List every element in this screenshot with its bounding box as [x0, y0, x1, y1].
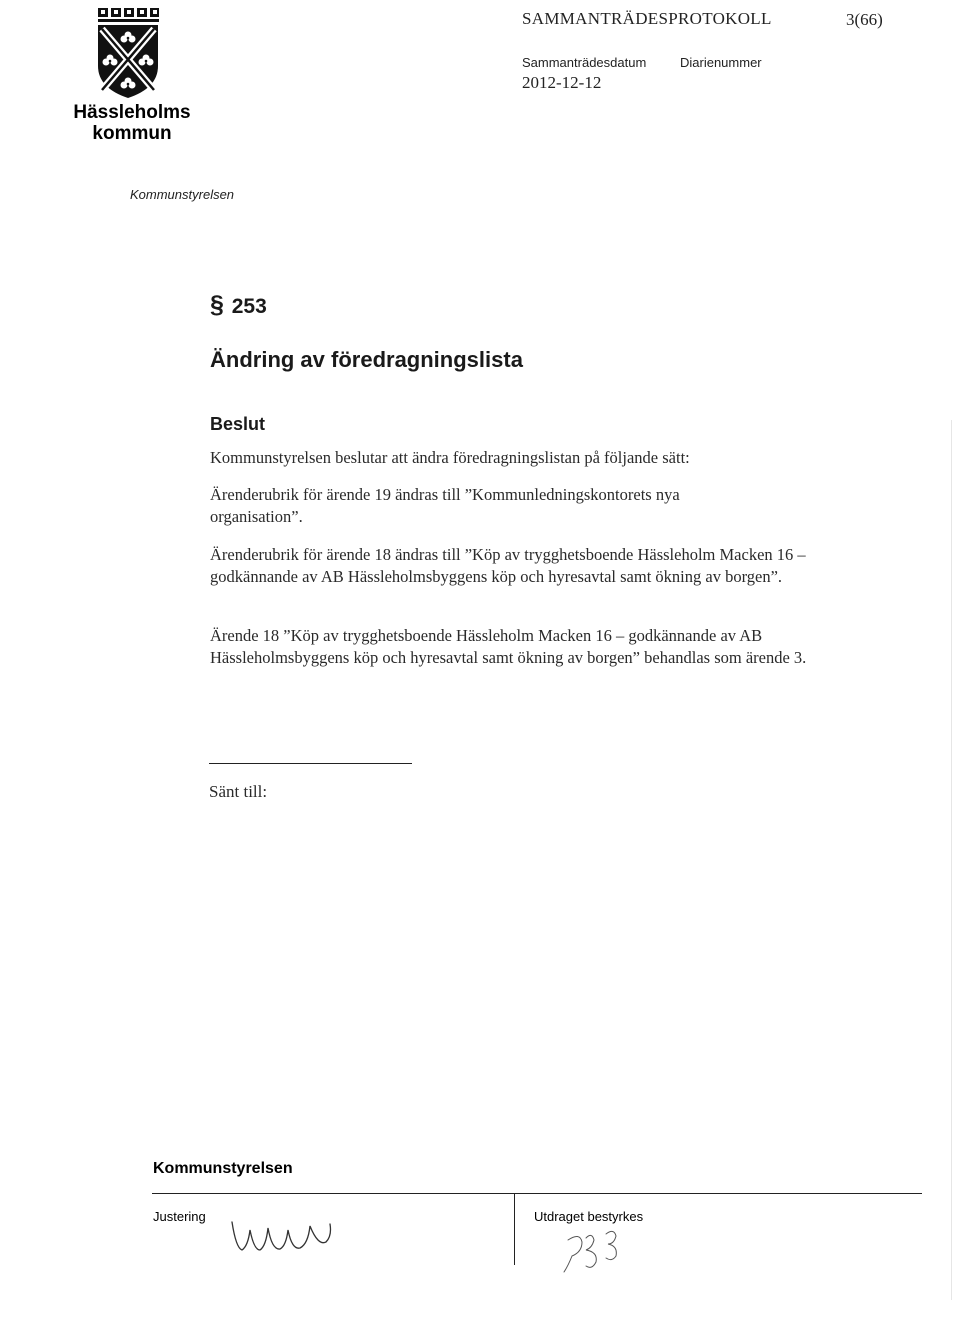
divider	[209, 763, 412, 764]
footer-divider	[152, 1193, 922, 1194]
decision-paragraph: Ärende 18 ”Köp av trygghetsboende Hässleholm Macken 16 – godkännande av AB Hässleholmsbyggens köp och hyresavtal samt ökning av borgen” behandlas som ärende 3.	[210, 626, 807, 667]
footer-department: Kommunstyrelsen	[153, 1160, 293, 1177]
document-type: SAMMANTRÄDESPROTOKOLL	[522, 9, 772, 28]
section-symbol: §	[210, 291, 224, 319]
meeting-date: 2012-12-12	[522, 73, 602, 92]
justering-label: Justering	[153, 1209, 206, 1224]
diary-number-label: Diarienummer	[680, 55, 762, 70]
meeting-date-label: Sammanträdesdatum	[522, 55, 647, 70]
certified-label: Utdraget bestyrkes	[534, 1209, 644, 1224]
scan-edge	[951, 420, 952, 1300]
decision-paragraph: Kommunstyrelsen beslutar att ändra föredragningslistan på följande sätt:	[210, 448, 690, 467]
section-number	[210, 291, 267, 320]
signature-initials-icon	[558, 1226, 638, 1276]
decision-heading: Beslut	[210, 414, 266, 434]
page-number: 3(66)	[846, 10, 883, 29]
municipality-logo-text: Hässleholms kommun	[73, 102, 191, 144]
decision-paragraph: Ärenderubrik för ärende 18 ändras till ”Köp av trygghetsboende Hässleholm Macken 16 – godkännande av AB Hässleholmsbyggens köp och hyresavtal samt ökning av borgen”.	[210, 545, 806, 586]
section-number-value: 253	[231, 295, 267, 318]
department-label: Kommunstyrelsen	[130, 187, 235, 202]
decision-paragraph: Ärenderubrik för ärende 19 ändras till ”Kommunledningskontorets nya organisation”.	[210, 485, 680, 526]
coat-of-arms-icon	[96, 8, 160, 100]
sent-to-label: Sänt till:	[209, 782, 268, 801]
signature-initials-icon	[226, 1216, 336, 1256]
footer-column-divider	[514, 1193, 515, 1265]
section-title: Ändring av föredragningslista	[210, 347, 523, 372]
